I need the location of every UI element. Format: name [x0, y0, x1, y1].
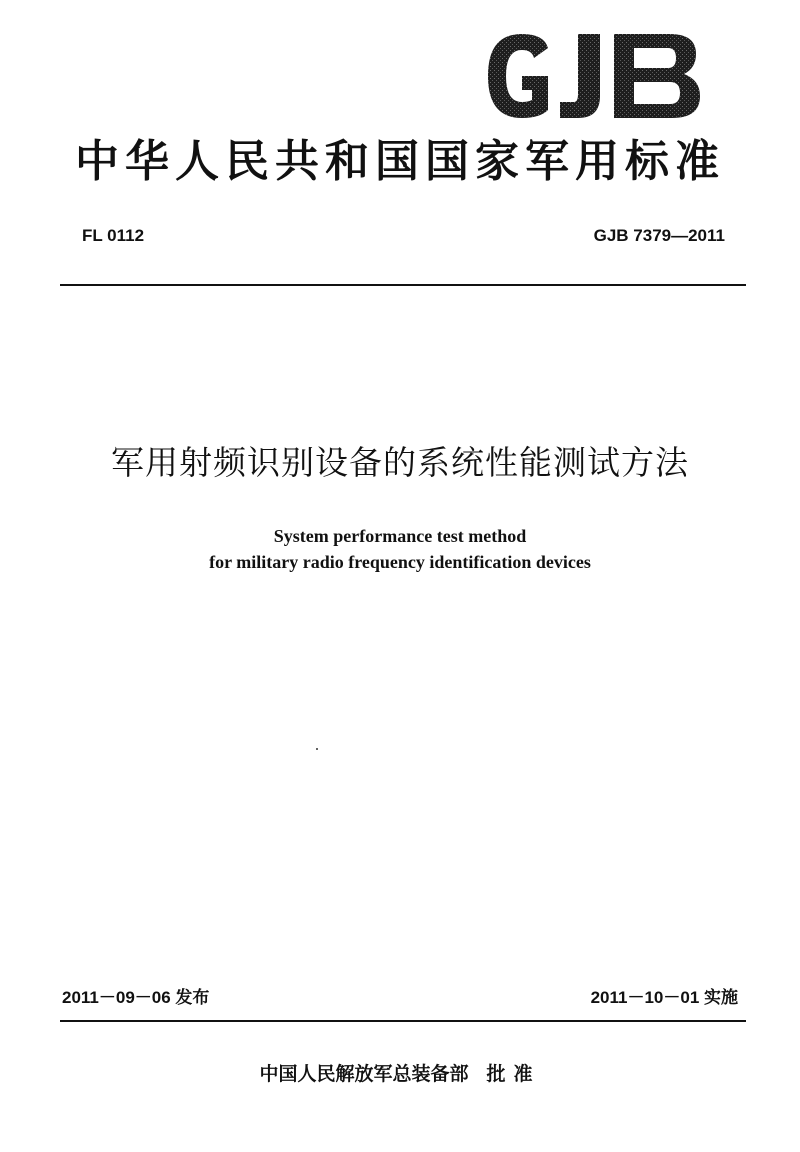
header-title: 中华人民共和国国家军用标准: [75, 136, 725, 187]
effective-date: 2011－10－01 实施: [590, 988, 738, 1007]
bottom-divider: [60, 1020, 746, 1022]
approving-organization: 中国人民解放军总装备部: [259, 1063, 469, 1085]
gjb-logo-mark: [482, 30, 704, 122]
classification-code: FL 0112: [82, 226, 145, 245]
document-title-chinese: 军用射频识别设备的系统性能测试方法: [111, 443, 689, 482]
gjb-logo: [482, 30, 704, 122]
issue-date: 2011－09－06 发布: [62, 988, 210, 1007]
document-title-english-line1: System performance test method: [273, 526, 527, 546]
standard-number: GJB 7379—2011: [593, 226, 725, 245]
approver-line: [40, 1060, 760, 1088]
document-title-english-line2: for military radio frequency identification devices: [209, 552, 591, 572]
scan-speck: [316, 748, 318, 750]
top-divider: [60, 284, 746, 286]
approval-word: 批准: [486, 1063, 541, 1085]
